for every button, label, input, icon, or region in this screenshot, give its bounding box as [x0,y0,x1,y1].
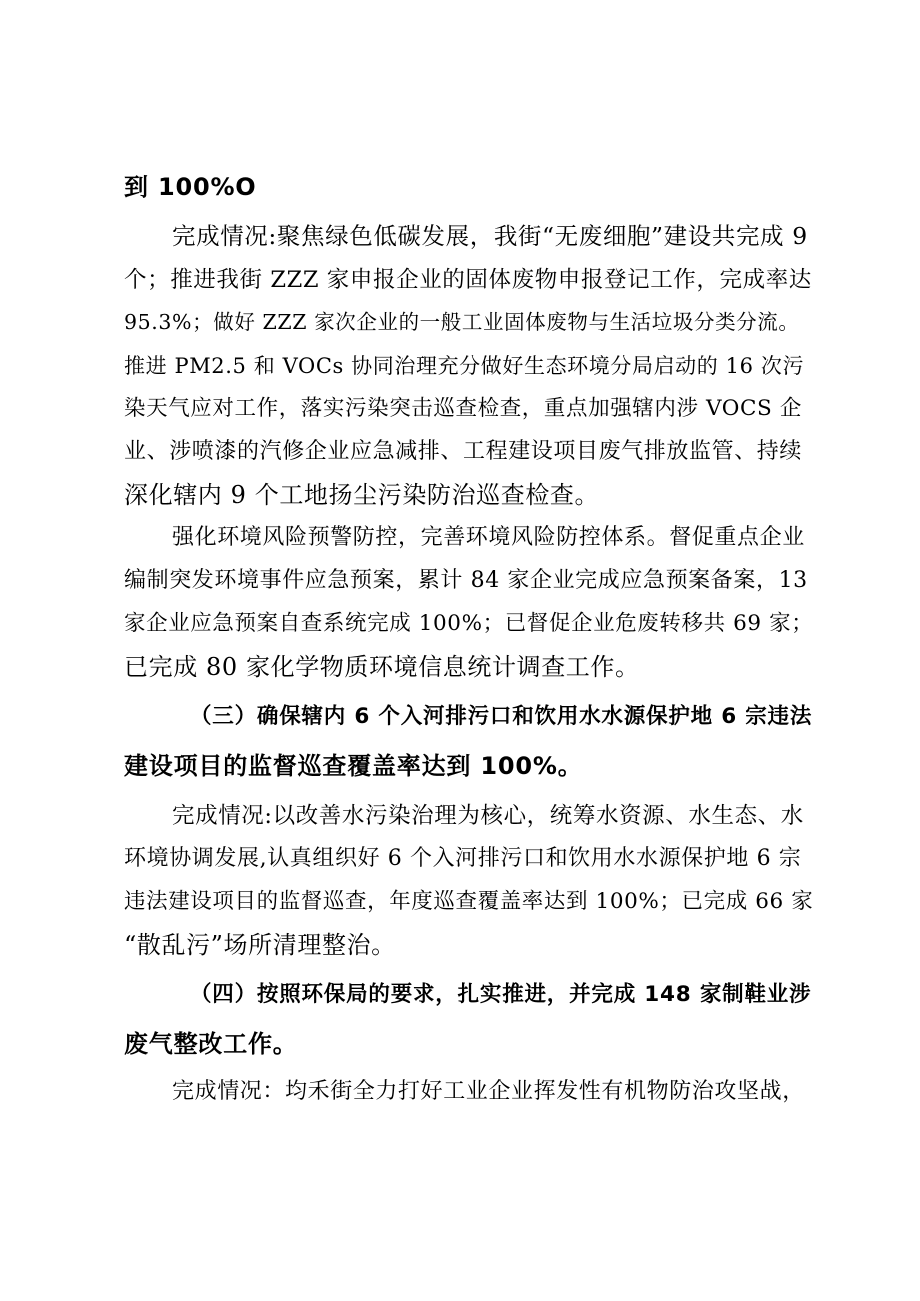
section-heading: （三）确保辖内 6 个入河排污口和饮用水水源保护地 6 宗违法 [190,704,813,729]
section-heading: 建设项目的监督巡查覆盖率达到 100%。 [124,752,583,780]
section-heading: （四）按照环保局的要求，扎实推进，并完成 148 家制鞋业涉 [190,982,812,1007]
section-heading: 废气整改工作。 [124,1030,298,1058]
text-line: 完成情况:聚焦绿色低碳发展，我街“无废细胞”建设共完成 9 [172,222,808,250]
text-line: “散乱污”场所清理整治。 [124,931,396,959]
text-line: 到 100%O [124,173,257,201]
text-line: 家企业应急预案自查系统完成 100%；已督促企业危废转移共 69 家； [124,611,814,636]
text-line: 个；推进我街 ZZZ 家申报企业的固体废物申报登记工作，完成率达 [124,267,812,293]
text-line: 环境协调发展,认真组织好 6 个入河排污口和饮用水水源保护地 6 宗 [124,846,802,871]
text-line: 违法建设项目的监督巡查，年度巡查覆盖率达到 100%；已完成 66 家 [124,889,814,914]
text-line: 推进 PM2.5 和 VOCs 协同治理充分做好生态环境分局启动的 16 次污 [124,354,805,378]
text-line: 深化辖内 9 个工地扬尘污染防治巡查检查。 [124,481,600,509]
text-line: 编制突发环境事件应急预案，累计 84 家企业完成应急预案备案，13 [124,568,808,593]
text-line: 完成情况：均禾街全力打好工业企业挥发性有机物防治攻坚战， [172,1079,805,1104]
text-line: 已完成 80 家化学物质环境信息统计调查工作。 [124,653,640,681]
text-line: 95.3%；做好 ZZZ 家次企业的一般工业固体废物与生活垃圾分类分流。 [124,310,800,334]
text-line: 完成情况:以改善水污染治理为核心，统筹水资源、水生态、水 [172,803,804,829]
text-line: 业、涉喷漆的汽修企业应急减排、工程建设项目废气排放监管、持续 [124,439,803,464]
text-line: 强化环境风险预警防控，完善环境风险防控体系。督促重点企业 [172,525,805,550]
text-line: 染天气应对工作，落实污染突击巡查检查，重点加强辖内涉 VOCS 企 [124,396,802,421]
